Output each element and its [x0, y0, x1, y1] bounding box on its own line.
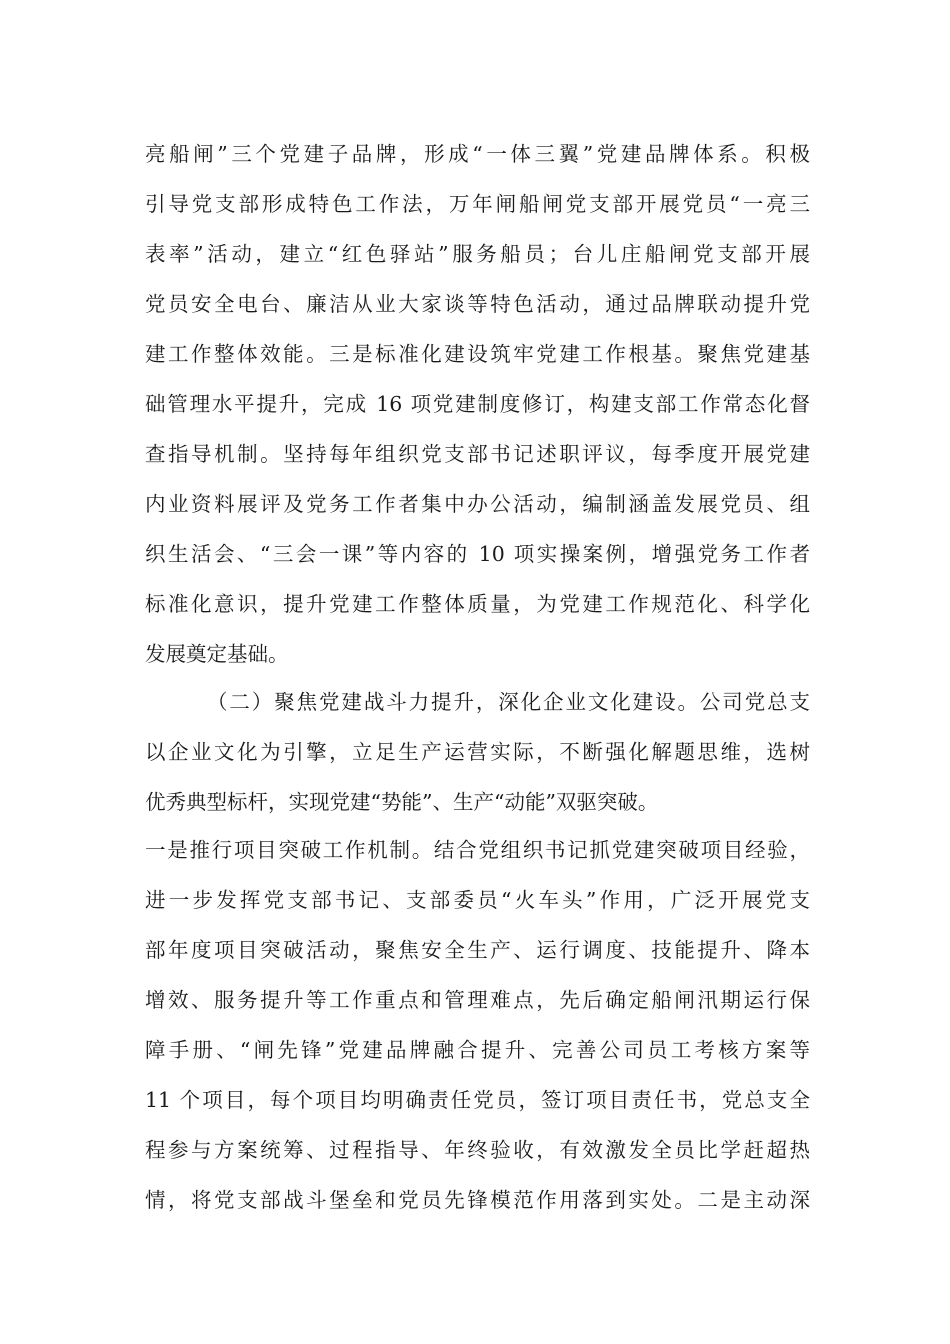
- text-line: 以企业文化为引擎，立足生产运营实际，不断强化解题思维，选树: [145, 740, 810, 764]
- text-line: 引导党支部形成特色工作法，万年闸船闸党支部开展党员“一亮三: [145, 192, 810, 216]
- text-line: 11 个项目，每个项目均明确责任党员，签订项目责任书，党总支全: [145, 1088, 810, 1112]
- text-line: 内业资料展评及党务工作者集中办公活动，编制涵盖发展党员、组: [145, 492, 810, 516]
- section-heading-line: （二）聚焦党建战斗力提升，深化企业文化建设。公司党总支: [207, 690, 810, 714]
- text-line: 进一步发挥党支部书记、支部委员“火车头”作用，广泛开展党支: [145, 888, 810, 912]
- text-line: 程参与方案统筹、过程指导、年终验收，有效激发全员比学赶超热: [145, 1138, 810, 1162]
- text-line: 础管理水平提升，完成 16 项党建制度修订，构建支部工作常态化督: [145, 392, 810, 416]
- text-line: 情，将党支部战斗堡垒和党员先锋模范作用落到实处。二是主动深: [145, 1188, 810, 1212]
- text-line: 障手册、“闸先锋”党建品牌融合提升、完善公司员工考核方案等: [145, 1038, 810, 1062]
- text-line: 标准化意识，提升党建工作整体质量，为党建工作规范化、科学化: [145, 592, 810, 616]
- paragraph-end-line: 发展奠定基础。: [145, 642, 289, 666]
- paragraph-end-line: 优秀典型标杆，实现党建“势能”、生产“动能”双驱突破。: [145, 790, 659, 814]
- text-line: 部年度项目突破活动，聚焦安全生产、运行调度、技能提升、降本: [145, 938, 810, 962]
- text-line: 表率”活动，建立“红色驿站”服务船员；台儿庄船闸党支部开展: [145, 242, 810, 266]
- text-line: 亮船闸”三个党建子品牌，形成“一体三翼”党建品牌体系。积极: [145, 142, 810, 166]
- text-line: 党员安全电台、廉洁从业大家谈等特色活动，通过品牌联动提升党: [145, 292, 810, 316]
- text-line: 查指导机制。坚持每年组织党支部书记述职评议，每季度开展党建: [145, 442, 810, 466]
- text-line: 增效、服务提升等工作重点和管理难点，先后确定船闸汛期运行保: [145, 988, 810, 1012]
- text-line: 一是推行项目突破工作机制。结合党组织书记抓党建突破项目经验，: [145, 838, 810, 862]
- text-line: 织生活会、“三会一课”等内容的 10 项实操案例，增强党务工作者: [145, 542, 810, 566]
- text-line: 建工作整体效能。三是标准化建设筑牢党建工作根基。聚焦党建基: [145, 342, 810, 366]
